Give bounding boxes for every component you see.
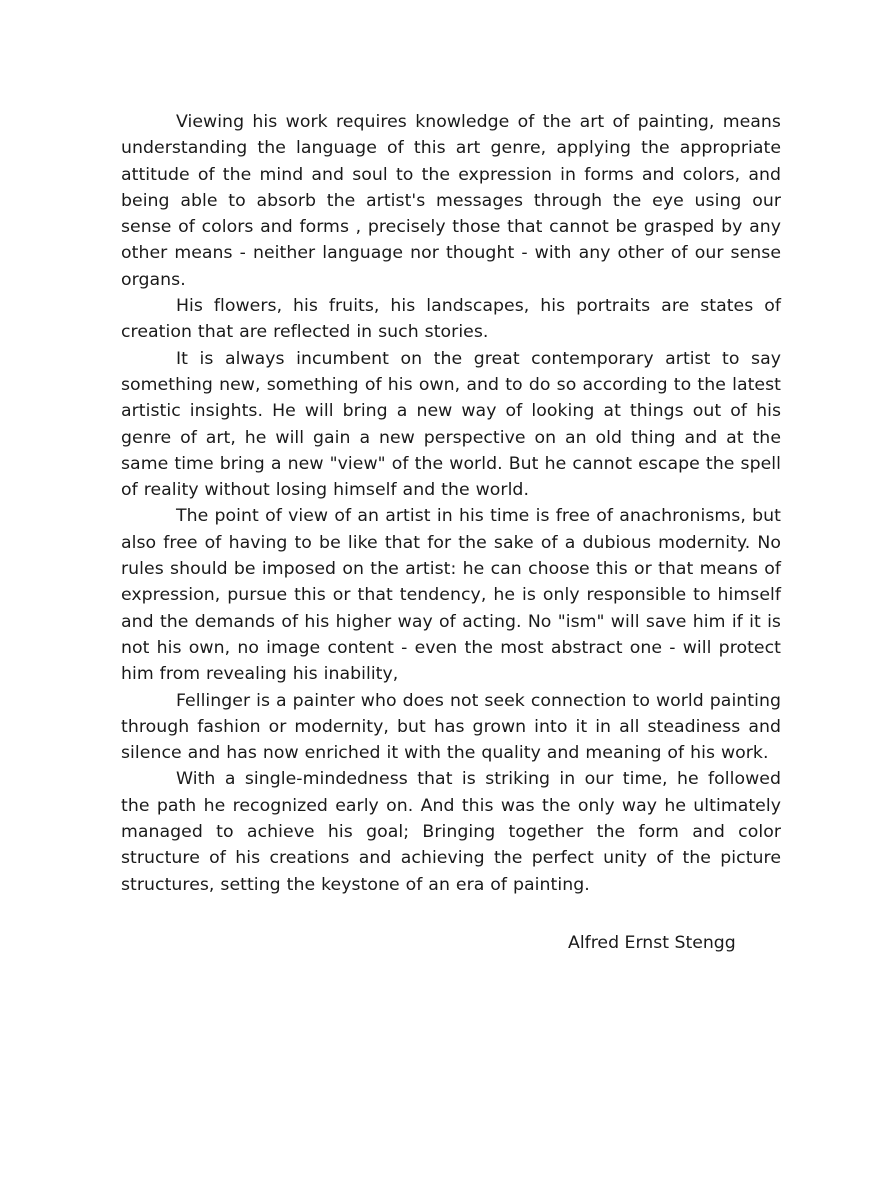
paragraph-1: Viewing his work requires knowledge of the art of painting, means understanding the language of this art genre, applying the appropriate attitude of the mind and soul to the expression in forms and colors, and being able to absorb the artist's messages through the eye using our sense of colors and forms , precisely those that cannot be grasped by any other means - neither language nor thought - with any other of our sense organs. [121, 112, 781, 290]
paragraph-2: His flowers, his fruits, his landscapes, his portraits are states of creation that are reflected in such stories. [121, 296, 781, 343]
paragraph-3: It is always incumbent on the great contemporary artist to say something new, something of his own, and to do so according to the latest artistic insights. He will bring a new way of looking at things out of his genre of art, he will gain a new perspective on an old thing and at the same time bring a new "view" of the world. But he cannot escape the spell of reality without losing himself and the world. [121, 348, 781, 501]
paragraph-6: With a single-mindedness that is striking in our time, he followed the path he recognized early on. And this was the only way he ultimately managed to achieve his goal; Bringing together the form and color structure of his creations and achieving the perfect unity of the picture structures, setting the keystone of an era of painting. [121, 769, 781, 895]
paragraph-4: The point of view of an artist in his time is free of anachronisms, but also free of having to be like that for the sake of a dubious modernity. No rules should be imposed on the artist: he can choose this or that means of expression, pursue this or that tendency, he is only responsible to himself and the demands of his higher way of acting. No "ism" will save him if it is not his own, no image content - even the most abstract one - will protect him from revealing his inability, [121, 506, 781, 685]
document-body [121, 109, 781, 898]
paragraph-5: Fellinger is a painter who does not seek connection to world painting through fashion or modernity, but has grown into it in all steadiness and silence and has now enriched it with the quality and meaning of his work. [121, 690, 781, 764]
author-signature: Alfred Ernst Stengg [568, 933, 736, 953]
